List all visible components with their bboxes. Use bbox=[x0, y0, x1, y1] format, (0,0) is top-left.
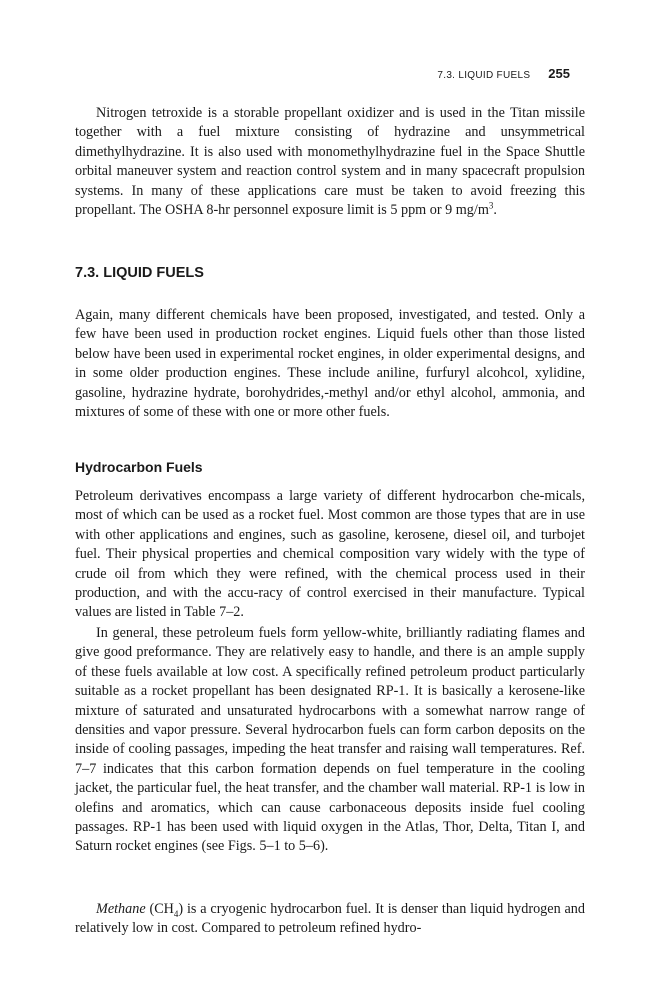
superscript: 3 bbox=[488, 200, 494, 211]
paragraph-text: Nitrogen tetroxide is a storable propellant oxidizer and is used in the Titan missile together with a fuel mixture consisting of hydrazine and unsymmetrical dimethylhydrazine. It is also used with monomethylhydrazine fuel in the Space Shuttle orbital maneuver system and reaction control system and in many spacecraft propulsion systems. In many of these applications care must be taken to avoid freezing this propellant. The OSHA 8-hr personnel exposure limit is 5 ppm or 9 mg/m bbox=[75, 105, 585, 219]
subsection-heading: Hydrocarbon Fuels bbox=[75, 459, 203, 475]
running-header bbox=[437, 66, 570, 81]
paragraph-end: . bbox=[493, 202, 497, 219]
paragraph-petroleum-fuels-general: In general, these petroleum fuels form yellow-white, brilliantly radiating flames and give good preformance. They are relatively easy to handle, and there is an ample supply of these fuels available at low cost. A specifically refined petroleum product particularly suitable as a rocket propellant has been designated RP-1. It is basically a kerosene-like mixture of saturated and unsaturated hydrocarbons with a somewhat narrow range of densities and vapor pressure. Several hydrocarbon fuels can form carbon deposits on the inside of cooling passages, impeding the heat transfer and raising wall temperatures. Ref. 7–7 indicates that this carbon formation depends on fuel temperature in the cooling jacket, the particular fuel, the heat transfer, and the chamber wall material. RP-1 is low in olefins and aromatics, which can cause carbonaceous deposits inside fuel cooling passages. RP-1 has been used with liquid oxygen in the Atlas, Thor, Delta, Titan I, and Saturn rocket engines (see Figs. 5–1 to 5–6). bbox=[75, 625, 585, 855]
paragraph-nitrogen-tetroxide bbox=[75, 104, 585, 220]
italic-term: Methane bbox=[96, 901, 146, 917]
section-heading: 7.3. LIQUID FUELS bbox=[75, 265, 204, 281]
running-header-title: 7.3. LIQUID FUELS bbox=[437, 70, 531, 81]
paragraph-text: ) is a cryogenic hydrocarbon fuel. It is denser than liquid hydrogen and relatively low in cost. Compared to petroleum refined hydro- bbox=[75, 901, 585, 937]
paragraph-petroleum-derivatives: Petroleum derivatives encompass a large variety of different hydrocarbon che-micals, most of which can be used as a rocket fuel. Most common are those types that are in use with other applications and engines, such as gasoline, kerosene, diesel oil, and turbojet fuel. Their physical properties and chemical composition vary widely with the type of crude oil from which they were refined, with the chemical process used in their production, and with the accu-racy of control exercised in their manufacture. Typical values are listed in Table 7–2. bbox=[75, 488, 585, 621]
formula-open: (CH bbox=[145, 901, 174, 917]
subscript: 4 bbox=[173, 908, 179, 919]
page-number: 255 bbox=[548, 66, 570, 81]
paragraph-methane bbox=[75, 900, 585, 939]
paragraph-liquid-fuels-intro: Again, many different chemicals have been proposed, investigated, and tested. Only a few have been used in production rocket engines. Liquid fuels other than those listed below have been used in experimental rocket engines, in older experimental designs, and in some older production engines. These include aniline, furfuryl alcohcol, xylidine, gasoline, hydrazine hydrate, borohydrides,-methyl and/or ethyl alcohol, ammonia, and mixtures of some of these with one or more other fuels. bbox=[75, 307, 585, 421]
